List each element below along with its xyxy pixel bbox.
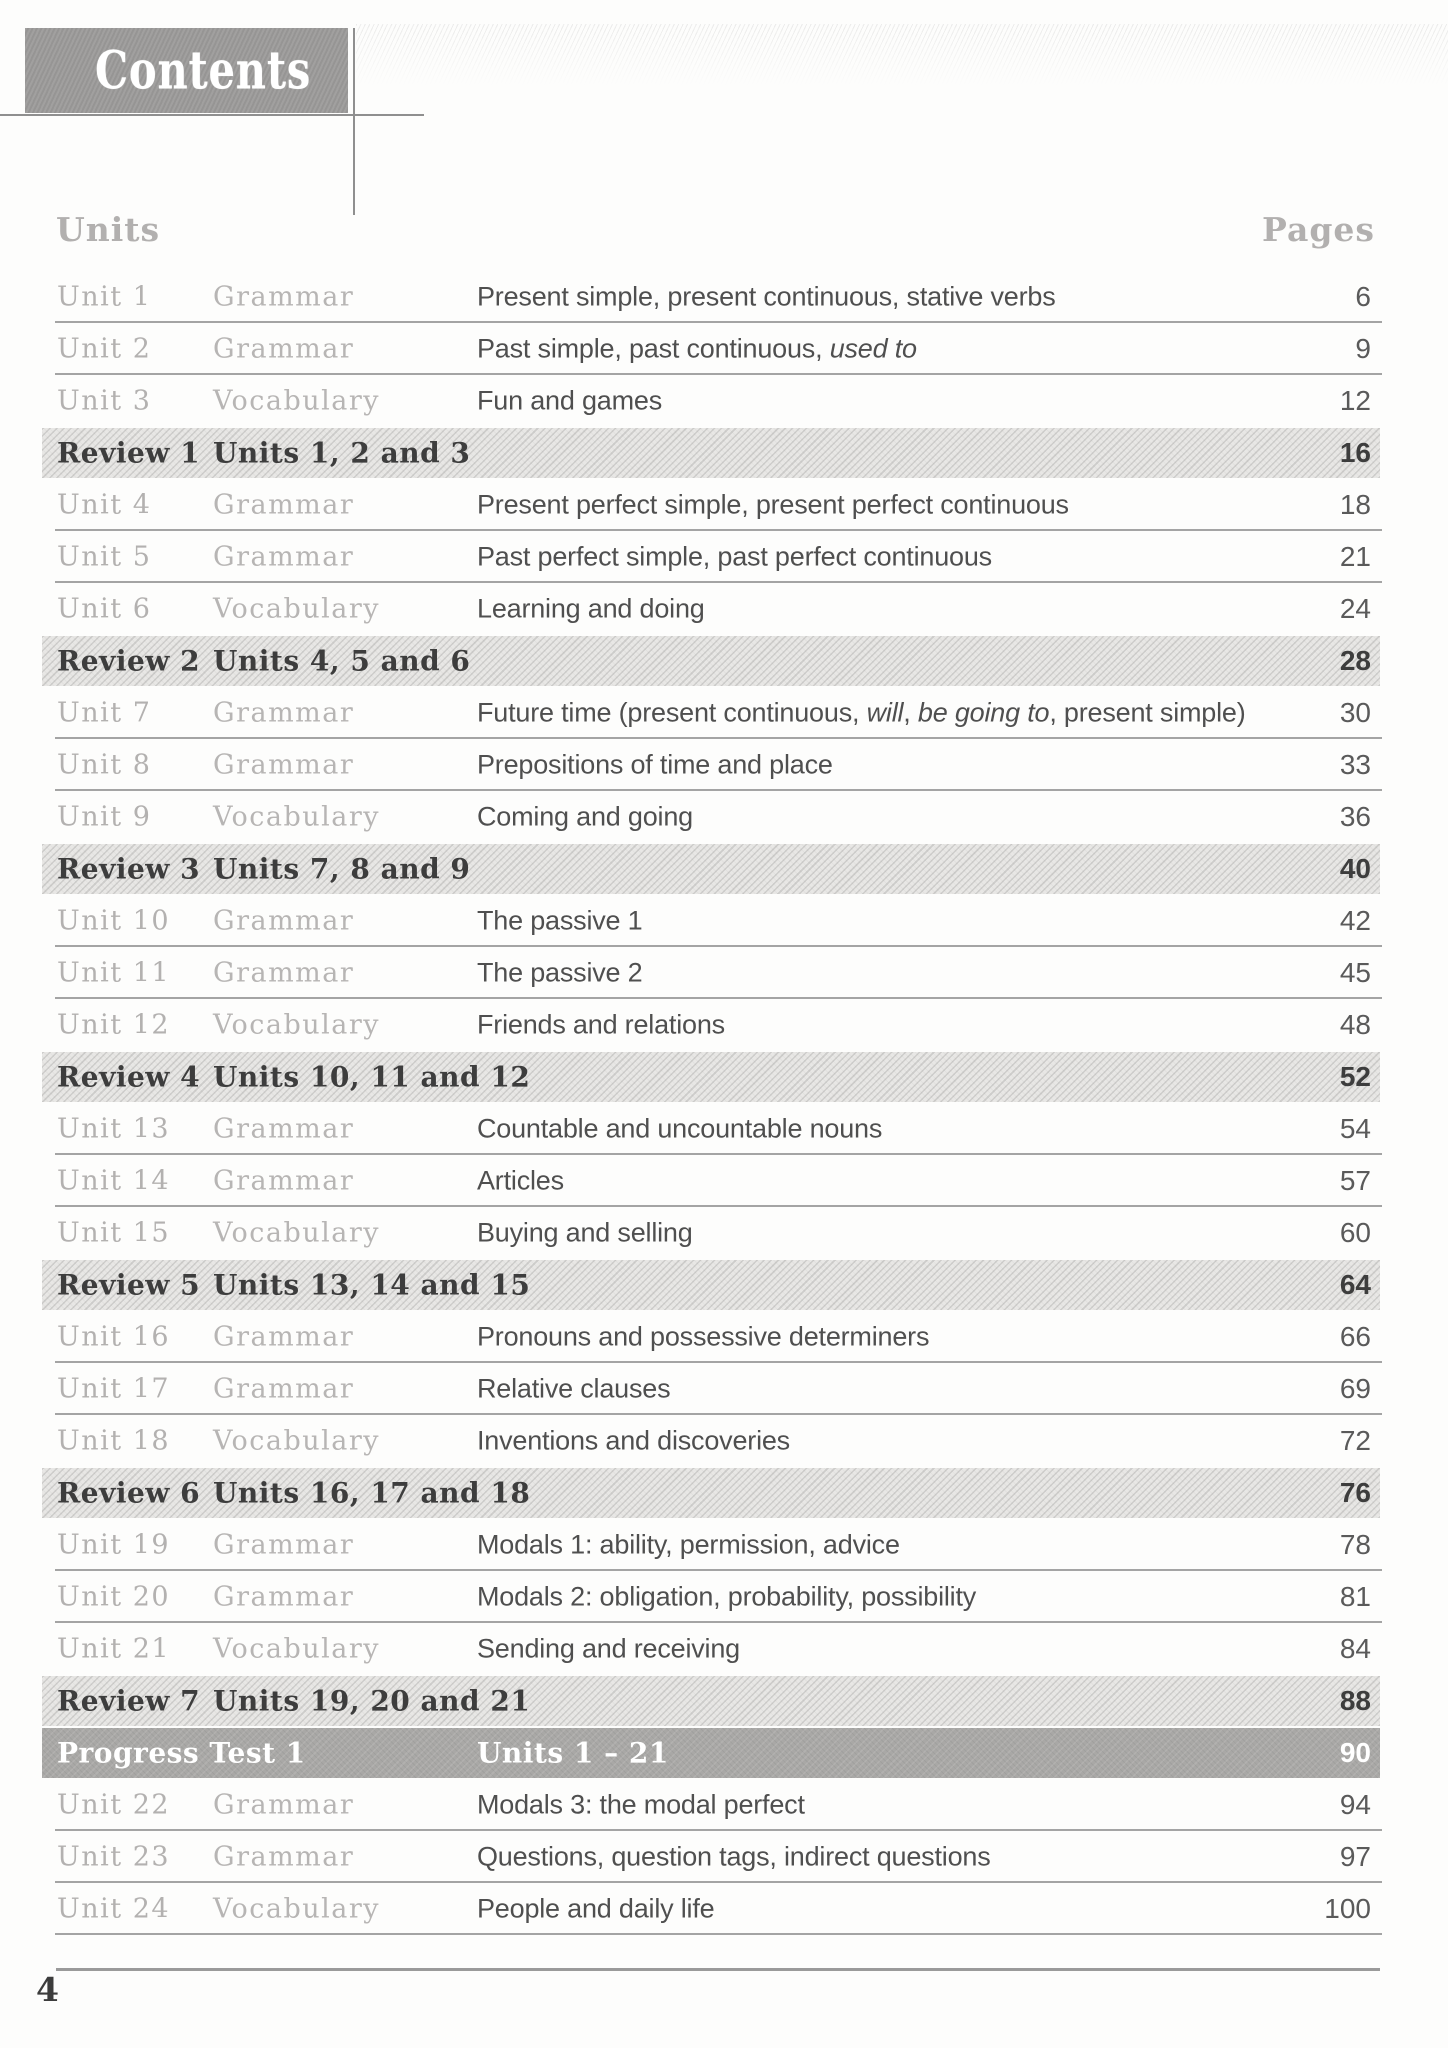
unit-label: Unit 10 [57,905,171,937]
unit-type-label: Grammar [213,541,355,573]
unit-page-number: 81 [1339,1581,1371,1612]
description-segment: The passive 2 [477,957,643,988]
review-label: Review 3 [57,852,201,886]
toc-review-row [0,635,1448,687]
toc-unit-row [0,323,1448,375]
page-title: Contents [95,40,312,101]
unit-label: Unit 2 [57,333,152,365]
review-page-number: 88 [1339,1685,1371,1716]
unit-label: Unit 5 [57,541,152,573]
unit-label: Unit 24 [57,1893,171,1925]
description-segment: , present simple) [1049,697,1246,728]
unit-label: Unit 18 [57,1425,171,1457]
unit-type-label: Vocabulary [213,1893,381,1925]
unit-page-number: 84 [1339,1633,1371,1664]
toc-review-row [0,843,1448,895]
unit-type-label: Grammar [213,1841,355,1873]
unit-label: Unit 23 [57,1841,171,1873]
contents-title-bar [25,28,348,113]
unit-label: Unit 19 [57,1529,171,1561]
description-segment: Articles [477,1165,564,1196]
unit-description [477,958,643,989]
review-page-number: 64 [1339,1269,1371,1300]
description-segment: Pronouns and possessive determiners [477,1321,930,1352]
toc-review-row [0,1675,1448,1727]
description-italic-segment: used to [829,333,917,364]
toc-unit-row [0,1415,1448,1467]
unit-page-number: 6 [1355,281,1371,312]
unit-page-number: 45 [1339,957,1371,988]
unit-type-label: Grammar [213,697,355,729]
header-horizontal-rule [0,114,424,116]
description-segment: Friends and relations [477,1009,725,1040]
toc-unit-row [0,999,1448,1051]
description-segment: Past simple, past continuous, [477,333,830,364]
review-page-number: 28 [1339,645,1371,676]
unit-type-label: Vocabulary [213,593,381,625]
unit-page-number: 78 [1339,1529,1371,1560]
review-units-range: Units 16, 17 and 18 [213,1476,531,1510]
pages-column-header: Pages [1262,210,1375,249]
unit-description [477,1634,740,1665]
footer-rule [56,1968,1380,1971]
description-segment: People and daily life [477,1893,715,1924]
review-label: Review 7 [57,1684,201,1718]
review-units-range: Units 4, 5 and 6 [213,644,471,678]
unit-type-label: Vocabulary [213,801,381,833]
unit-description [477,1114,882,1145]
unit-description [477,282,1056,313]
unit-type-label: Vocabulary [213,1633,381,1665]
unit-label: Unit 22 [57,1789,171,1821]
unit-description [477,802,693,833]
toc-unit-row [0,531,1448,583]
unit-description [477,1530,900,1561]
unit-page-number: 18 [1339,489,1371,520]
unit-label: Unit 7 [57,697,152,729]
unit-page-number: 36 [1339,801,1371,832]
review-units-range: Units 1, 2 and 3 [213,436,471,470]
unit-label: Unit 16 [57,1321,171,1353]
unit-page-number: 72 [1339,1425,1371,1456]
review-label: Review 6 [57,1476,201,1510]
toc-unit-row [0,1883,1448,1935]
toc-progress-test-row [0,1727,1448,1779]
description-segment: Questions, question tags, indirect questions [477,1841,991,1872]
unit-label: Unit 11 [57,957,171,989]
description-segment: Past perfect simple, past perfect continuous [477,541,992,572]
unit-type-label: Grammar [213,1113,355,1145]
unit-type-label: Grammar [213,1321,355,1353]
unit-label: Unit 17 [57,1373,171,1405]
unit-label: Unit 21 [57,1633,171,1665]
unit-description [477,1322,929,1353]
unit-page-number: 21 [1339,541,1371,572]
toc-unit-row [0,895,1448,947]
toc-unit-row [0,1779,1448,1831]
progress-test-units-range: Units 1 – 21 [477,1736,669,1770]
toc-unit-row [0,1623,1448,1675]
unit-label: Unit 9 [57,801,152,833]
unit-label: Unit 13 [57,1113,171,1145]
unit-type-label: Vocabulary [213,1425,381,1457]
header-vertical-rule [353,28,355,215]
review-page-number: 40 [1339,853,1371,884]
description-segment: Sending and receiving [477,1633,740,1664]
description-segment: Fun and games [477,385,663,416]
review-units-range: Units 7, 8 and 9 [213,852,471,886]
unit-type-label: Grammar [213,957,355,989]
toc-unit-row [0,583,1448,635]
row-divider [55,1933,1382,1935]
toc-unit-row [0,1363,1448,1415]
toc-unit-row [0,1831,1448,1883]
toc-unit-row [0,791,1448,843]
unit-type-label: Grammar [213,281,355,313]
footer-page-number: 4 [36,1970,59,2009]
review-label: Review 1 [57,436,201,470]
unit-label: Unit 4 [57,489,152,521]
unit-description [477,1374,670,1405]
unit-type-label: Grammar [213,1789,355,1821]
unit-label: Unit 15 [57,1217,171,1249]
unit-type-label: Grammar [213,333,355,365]
unit-page-number: 9 [1355,333,1371,364]
review-units-range: Units 13, 14 and 15 [213,1268,531,1302]
toc-unit-row [0,739,1448,791]
unit-page-number: 69 [1339,1373,1371,1404]
toc-unit-row [0,1311,1448,1363]
unit-description [477,906,643,937]
unit-description [477,594,705,625]
progress-test-page-number: 90 [1339,1737,1371,1768]
column-headers [0,210,1448,250]
unit-type-label: Vocabulary [213,385,381,417]
unit-description [477,1218,693,1249]
toc-unit-row [0,1519,1448,1571]
toc-unit-row [0,947,1448,999]
unit-label: Unit 8 [57,749,152,781]
unit-page-number: 66 [1339,1321,1371,1352]
review-label: Review 5 [57,1268,201,1302]
unit-description [477,1790,805,1821]
unit-description [477,1426,790,1457]
unit-page-number: 97 [1339,1841,1371,1872]
unit-type-label: Grammar [213,905,355,937]
unit-description [477,1166,564,1197]
unit-page-number: 54 [1339,1113,1371,1144]
unit-description [477,386,662,417]
description-segment: Modals 3: the modal perfect [477,1789,805,1820]
unit-page-number: 60 [1339,1217,1371,1248]
unit-page-number: 100 [1324,1893,1371,1924]
unit-label: Unit 6 [57,593,152,625]
unit-description [477,490,1069,521]
toc-review-row [0,1051,1448,1103]
description-segment: Inventions and discoveries [477,1425,790,1456]
toc-review-row [0,427,1448,479]
unit-label: Unit 20 [57,1581,171,1613]
description-segment: Future time (present continuous, [477,697,867,728]
description-segment: Relative clauses [477,1373,671,1404]
unit-description [477,1582,976,1613]
review-label: Review 2 [57,644,201,678]
description-segment: , [903,697,918,728]
unit-type-label: Grammar [213,1165,355,1197]
description-italic-segment: be going to [917,697,1050,728]
unit-type-label: Grammar [213,749,355,781]
review-page-number: 16 [1339,437,1371,468]
unit-page-number: 48 [1339,1009,1371,1040]
review-page-number: 52 [1339,1061,1371,1092]
unit-type-label: Grammar [213,1373,355,1405]
progress-test-label: Progress Test 1 [57,1736,306,1770]
description-italic-segment: will [866,697,904,728]
description-segment: Coming and going [477,801,693,832]
review-page-number: 76 [1339,1477,1371,1508]
description-segment: Present perfect simple, present perfect continuous [477,489,1069,520]
scan-texture [356,24,1448,86]
unit-description [477,750,833,781]
toc-review-row [0,1467,1448,1519]
description-segment: Countable and uncountable nouns [477,1113,883,1144]
unit-description [477,1842,991,1873]
unit-description [477,334,917,365]
unit-page-number: 57 [1339,1165,1371,1196]
toc-review-row [0,1259,1448,1311]
unit-type-label: Vocabulary [213,1009,381,1041]
description-segment: Modals 1: ability, permission, advice [477,1529,900,1560]
review-units-range: Units 19, 20 and 21 [213,1684,531,1718]
unit-page-number: 12 [1339,385,1371,416]
units-column-header: Units [56,210,161,249]
unit-page-number: 33 [1339,749,1371,780]
unit-description [477,698,1246,729]
toc-unit-row [0,479,1448,531]
toc-unit-row [0,271,1448,323]
unit-description [477,1894,714,1925]
contents-table [0,271,1448,1935]
toc-unit-row [0,375,1448,427]
unit-type-label: Grammar [213,489,355,521]
toc-unit-row [0,1103,1448,1155]
unit-page-number: 42 [1339,905,1371,936]
unit-description [477,542,992,573]
description-segment: Prepositions of time and place [477,749,833,780]
unit-label: Unit 12 [57,1009,171,1041]
unit-label: Unit 3 [57,385,152,417]
description-segment: Modals 2: obligation, probability, possibility [477,1581,977,1612]
description-segment: The passive 1 [477,905,643,936]
unit-label: Unit 14 [57,1165,171,1197]
toc-unit-row [0,1155,1448,1207]
unit-page-number: 24 [1339,593,1371,624]
unit-type-label: Vocabulary [213,1217,381,1249]
review-units-range: Units 10, 11 and 12 [213,1060,531,1094]
unit-type-label: Grammar [213,1581,355,1613]
description-segment: Learning and doing [477,593,705,624]
unit-page-number: 30 [1339,697,1371,728]
description-segment: Buying and selling [477,1217,693,1248]
description-segment: Present simple, present continuous, stative verbs [477,281,1056,312]
unit-description [477,1010,725,1041]
toc-unit-row [0,687,1448,739]
unit-label: Unit 1 [57,281,152,313]
toc-unit-row [0,1571,1448,1623]
review-label: Review 4 [57,1060,201,1094]
unit-type-label: Grammar [213,1529,355,1561]
unit-page-number: 94 [1339,1789,1371,1820]
toc-unit-row [0,1207,1448,1259]
